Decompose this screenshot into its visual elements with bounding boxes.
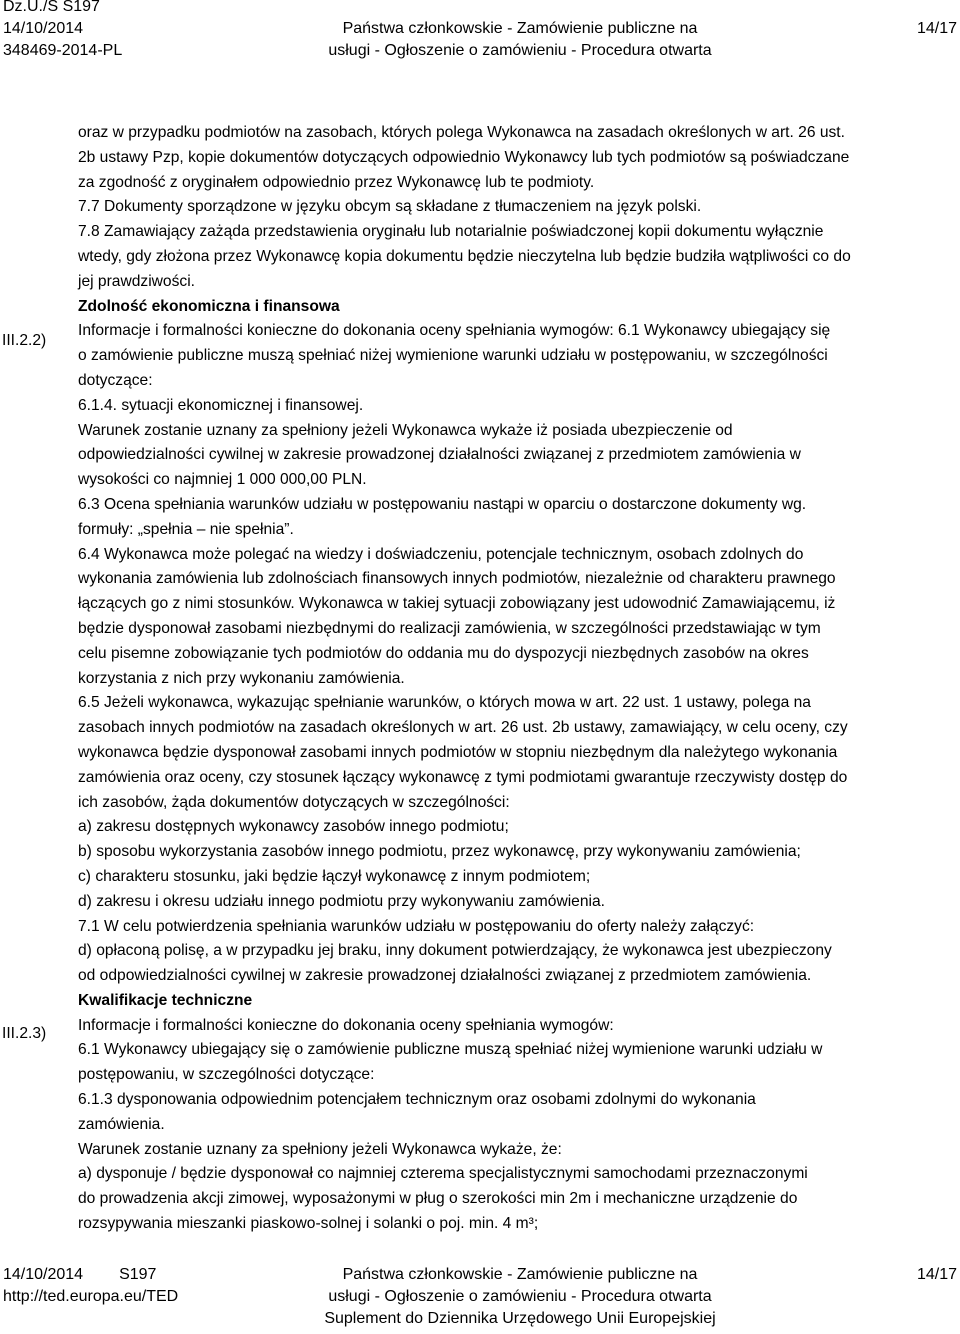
footer-page-number: 14/17: [916, 1266, 957, 1283]
header-date: 14/10/2014: [3, 20, 84, 37]
text-line: 6.4 Wykonawca może polegać na wiedzy i doświadczeniu, potencjale technicznym, osobach zdolnych do: [78, 545, 804, 563]
page-footer: [0, 1264, 960, 1334]
header-title-line1: Państwa członkowskie - Zamówienie publiczne na: [342, 20, 698, 37]
text-line: 7.1 W celu potwierdzenia spełniania warunków udziału w postępowaniu do oferty należy załączyć:: [78, 917, 755, 935]
doc-reference: Dz.U./S S197: [3, 0, 100, 15]
text-line: d) opłaconą polisę, a w przypadku jej braku, inny dokument potwierdzający, że wykonawca jest ubezpieczony: [78, 942, 832, 960]
section-heading-economic: Zdolność ekonomiczna i finansowa: [78, 297, 340, 315]
text-line: wysokości co najmniej 1 000 000,00 PLN.: [78, 471, 367, 489]
text-line: 6.5 Jeżeli wykonawca, wykazując spełnianie warunków, o których mowa w art. 22 ust. 1 ustawy, polega na: [78, 694, 811, 712]
text-line: formuły: „spełnia – nie spełnia”.: [78, 520, 294, 538]
text-line: d) zakresu i okresu udziału innego podmiotu przy wykonywaniu zamówienia.: [78, 892, 605, 910]
text-line: zamówienia oraz oceny, czy stosunek łączący wykonawcę z tymi podmiotami gwarantuje rzeczywisty dostęp do: [78, 768, 848, 786]
text-line: będzie dysponował zasobami niezbędnymi do realizacji zamówienia, w szczególności przedstawiając w tym: [78, 619, 821, 637]
page-header: [0, 0, 960, 68]
text-line: łączących go z nimi stosunków. Wykonawca w takiej sytuacji zobowiązany jest udowodnić Zamawiającemu, iż: [78, 595, 836, 613]
header-page-number: 14/17: [916, 20, 957, 37]
footer-title-line1: Państwa członkowskie - Zamówienie publiczne na: [342, 1266, 698, 1283]
text-line: zamówienia.: [78, 1115, 165, 1133]
text-line: do prowadzenia akcji zimowej, wyposażonymi w pług o szerokości min 2m i mechaniczne urządzenie do: [78, 1190, 798, 1208]
text-line: wtedy, gdy złożona przez Wykonawcę kopia dokumentu będzie nieczytelna lub będzie budziła wątpliwości co do: [78, 247, 851, 265]
text-line: 7.7 Dokumenty sporządzone w języku obcym są składane z tłumaczeniem na język polski.: [78, 198, 702, 216]
header-left: [3, 0, 122, 62]
footer-series: S197: [119, 1266, 157, 1283]
text-line: postępowaniu, w szczególności dotyczące:: [78, 1066, 375, 1084]
text-line: a) dysponuje / będzie dysponował co najmniej czterema specjalistycznymi samochodami przeznaczonymi: [78, 1165, 808, 1183]
section-label-iii-2-3: III.2.3): [2, 1025, 47, 1042]
text-line: wykonawca będzie dysponował zasobami innych podmiotów w stopniu niezbędnym dla należytego wykonania: [78, 743, 838, 761]
header-title: [250, 18, 790, 62]
text-line: Warunek zostanie uznany za spełniony jeżeli Wykonawca wykaże, że:: [78, 1140, 562, 1158]
text-line: od odpowiedzialności cywilnej w zakresie prowadzonej działalności związanej z przedmiotem zamówienia.: [78, 967, 812, 985]
document-body: [78, 121, 960, 1237]
footer-right: [917, 1264, 957, 1286]
text-line: za zgodność z oryginałem odpowiednio przez Wykonawcę lub te podmioty.: [78, 173, 595, 191]
text-line: jej prawdziwości.: [78, 272, 195, 290]
text-line: a) zakresu dostępnych wykonawcy zasobów innego podmiotu;: [78, 818, 509, 836]
footer-title: [250, 1264, 790, 1330]
text-line: korzystania z nich przy wykonaniu zamówienia.: [78, 669, 405, 687]
footer-date-series: [3, 1264, 178, 1286]
text-line: 7.8 Zamawiający zażąda przedstawienia oryginału lub notarialnie poświadczonej kopii dokumentu wyłącznie: [78, 223, 824, 241]
text-line: c) charakteru stosunku, jaki będzie łączył wykonawcę z innym podmiotem;: [78, 867, 591, 885]
text-line: 6.1.3 dysponowania odpowiednim potencjałem technicznym oraz osobami zdolnymi do wykonania: [78, 1091, 756, 1109]
notice-id: 348469-2014-PL: [3, 42, 123, 59]
header-title-line2: usługi - Ogłoszenie o zamówieniu - Procedura otwarta: [328, 42, 712, 59]
footer-left: [3, 1264, 178, 1308]
text-line: wykonania zamówienia lub zdolnościach finansowych innych podmiotów, niezależnie od charakteru prawnego: [78, 570, 836, 588]
text-line: 6.1 Wykonawcy ubiegający się o zamówienie publiczne muszą spełniać niżej wymienione warunki udziału w: [78, 1041, 823, 1059]
text-line: oraz w przypadku podmiotów na zasobach, których polega Wykonawca na zasadach określonych w art. 26 ust.: [78, 124, 845, 141]
section-label-iii-2-2: III.2.2): [2, 332, 47, 349]
text-line: zasobach innych podmiotów na zasadach określonych w art. 26 ust. 2b ustawy, zamawiający, w celu oceny, czy: [78, 719, 848, 737]
text-line: odpowiedzialności cywilnej w zakresie prowadzonej działalności związanej z przedmiotem zamówienia w: [78, 446, 801, 464]
text-line: celu pisemne zobowiązanie tych podmiotów do oddania mu do dyspozycji niezbędnych zasobów na okres: [78, 644, 809, 662]
footer-title-line3: Suplement do Dziennika Urzędowego Unii Europejskiej: [324, 1310, 716, 1327]
text-line: 6.1.4. sytuacji ekonomicznej i finansowej.: [78, 396, 364, 414]
section-heading-technical: Kwalifikacje techniczne: [78, 991, 253, 1009]
text-line: Informacje i formalności konieczne do dokonania oceny spełniania wymogów:: [78, 1016, 614, 1034]
footer-url[interactable]: http://ted.europa.eu/TED: [3, 1288, 179, 1305]
header-right: [917, 18, 957, 40]
text-line: Informacje i formalności konieczne do dokonania oceny spełniania wymogów: 6.1 Wykonawcy ubiegający się: [78, 322, 831, 340]
footer-title-line2: usługi - Ogłoszenie o zamówieniu - Procedura otwarta: [328, 1288, 712, 1305]
text-line: dotyczące:: [78, 371, 153, 389]
text-line: 2b ustawy Pzp, kopie dokumentów dotyczących odpowiednio Wykonawcy lub tych podmiotów są poświadczane: [78, 148, 850, 166]
text-line: ich zasobów, żąda dokumentów dotyczących w szczególności:: [78, 793, 510, 811]
text-line: b) sposobu wykorzystania zasobów innego podmiotu, przez wykonawcę, przy wykonywaniu zamówienia;: [78, 843, 801, 861]
text-line: o zamówienie publiczne muszą spełniać niżej wymienione warunki udziału w postępowaniu, w szczególności: [78, 347, 828, 365]
text-line: Warunek zostanie uznany za spełniony jeżeli Wykonawca wykaże iż posiada ubezpieczenie od: [78, 421, 733, 439]
footer-date: 14/10/2014: [3, 1266, 84, 1283]
text-line: rozsypywania mieszanki piaskowo-solnej i solanki o poj. min. 4 m³;: [78, 1215, 539, 1233]
text-line: 6.3 Ocena spełniania warunków udziału w postępowaniu nastąpi w oparciu o dostarczone dokumenty wg.: [78, 495, 807, 513]
